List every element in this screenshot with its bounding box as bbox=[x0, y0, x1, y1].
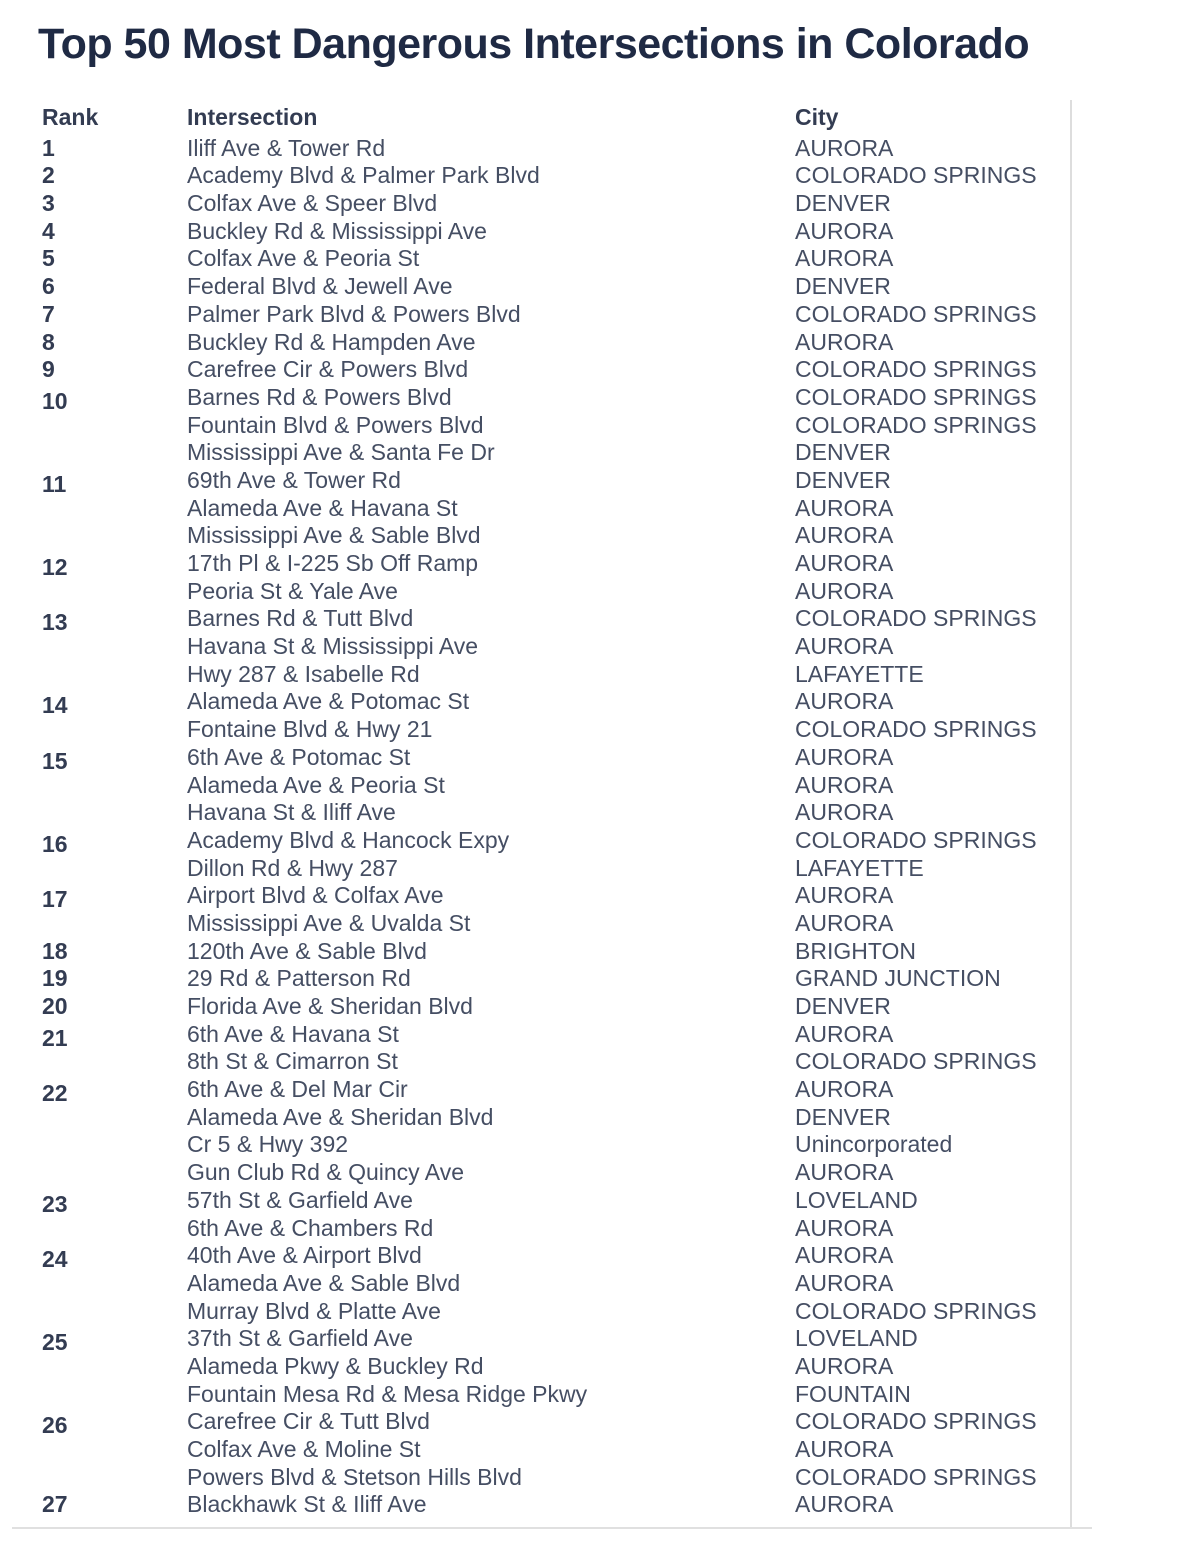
table-row[interactable] bbox=[0, 1464, 1070, 1492]
city-cell: COLORADO SPRINGS bbox=[795, 1048, 1037, 1075]
intersection-cell: Mississippi Ave & Uvalda St bbox=[187, 909, 471, 936]
rank-cell: 3 bbox=[42, 190, 55, 217]
intersection-cell: Buckley Rd & Mississippi Ave bbox=[187, 217, 487, 244]
table-row[interactable] bbox=[0, 716, 1070, 744]
table-row[interactable] bbox=[0, 384, 1070, 412]
city-cell: AURORA bbox=[795, 1076, 894, 1103]
intersection-cell: 29 Rd & Patterson Rd bbox=[187, 965, 411, 992]
city-cell: COLORADO SPRINGS bbox=[795, 826, 1037, 853]
intersection-cell: Dillon Rd & Hwy 287 bbox=[187, 854, 398, 881]
city-cell: DENVER bbox=[795, 466, 891, 493]
table-row[interactable] bbox=[0, 329, 1070, 357]
intersection-cell: Cr 5 & Hwy 392 bbox=[187, 1131, 349, 1158]
table-row[interactable] bbox=[0, 1270, 1070, 1298]
city-cell: AURORA bbox=[795, 1020, 894, 1047]
city-cell: DENVER bbox=[795, 273, 891, 300]
city-cell: COLORADO SPRINGS bbox=[795, 300, 1037, 327]
intersection-cell: Alameda Pkwy & Buckley Rd bbox=[187, 1352, 484, 1379]
table-row[interactable] bbox=[0, 162, 1070, 190]
rank-cell: 20 bbox=[42, 993, 68, 1019]
table-row[interactable] bbox=[0, 1491, 1070, 1519]
rank-cell: 27 bbox=[42, 1491, 68, 1518]
city-cell: COLORADO SPRINGS bbox=[795, 1297, 1037, 1324]
table-bottom-border bbox=[12, 1527, 1092, 1529]
intersection-cell: Buckley Rd & Hampden Ave bbox=[187, 328, 476, 355]
city-cell: AURORA bbox=[795, 1436, 894, 1462]
intersection-cell: Alameda Ave & Sheridan Blvd bbox=[187, 1103, 494, 1130]
rank-cell bbox=[42, 910, 187, 938]
intersection-cell: Carefree Cir & Tutt Blvd bbox=[187, 1408, 430, 1435]
table-row[interactable] bbox=[0, 633, 1070, 661]
column-header-rank: Rank bbox=[42, 104, 99, 130]
intersection-cell: Federal Blvd & Jewell Ave bbox=[187, 273, 453, 300]
table-row[interactable] bbox=[0, 1187, 1070, 1215]
intersection-cell: Colfax Ave & Moline St bbox=[187, 1436, 421, 1462]
intersection-cell: Alameda Ave & Potomac St bbox=[187, 688, 470, 715]
intersection-cell: Hwy 287 & Isabelle Rd bbox=[187, 660, 420, 687]
city-cell: DENVER bbox=[795, 993, 891, 1019]
table-row[interactable] bbox=[0, 439, 1070, 467]
intersection-cell: Academy Blvd & Palmer Park Blvd bbox=[187, 162, 540, 189]
city-cell: BRIGHTON bbox=[795, 937, 916, 964]
table-row[interactable] bbox=[0, 965, 1070, 993]
city-cell: AURORA bbox=[795, 1242, 894, 1269]
city-cell: COLORADO SPRINGS bbox=[795, 1463, 1037, 1490]
table-row[interactable] bbox=[0, 661, 1070, 689]
table-row[interactable] bbox=[0, 1325, 1070, 1356]
city-cell: COLORADO SPRINGS bbox=[795, 383, 1037, 410]
city-cell: COLORADO SPRINGS bbox=[795, 411, 1037, 438]
rank-cell bbox=[42, 522, 187, 550]
city-cell: AURORA bbox=[795, 494, 894, 521]
table-row[interactable] bbox=[0, 855, 1070, 883]
table-row[interactable] bbox=[0, 827, 1070, 855]
table-row[interactable] bbox=[0, 1353, 1070, 1381]
rank-cell bbox=[42, 1131, 187, 1159]
city-cell: AURORA bbox=[795, 688, 894, 715]
table-row[interactable] bbox=[0, 467, 1070, 495]
intersection-cell: Carefree Cir & Powers Blvd bbox=[187, 356, 469, 383]
rank-cell: 14 bbox=[42, 692, 68, 719]
rank-cell: 22 bbox=[42, 1080, 68, 1107]
column-header-intersection: Intersection bbox=[187, 104, 318, 130]
rank-cell: 2 bbox=[42, 162, 55, 189]
rank-cell bbox=[42, 855, 187, 883]
table-row[interactable] bbox=[0, 993, 1070, 1021]
city-cell: COLORADO SPRINGS bbox=[795, 716, 1037, 743]
table-body bbox=[0, 135, 1070, 1519]
city-cell: AURORA bbox=[795, 1269, 894, 1296]
intersection-cell: 8th St & Cimarron St bbox=[187, 1048, 398, 1075]
table-row[interactable] bbox=[0, 578, 1070, 606]
table-header bbox=[0, 104, 1070, 132]
rank-cell bbox=[42, 1048, 187, 1076]
rank-cell bbox=[42, 578, 187, 606]
table-row[interactable] bbox=[0, 412, 1070, 440]
table-row[interactable] bbox=[0, 190, 1070, 218]
city-cell: COLORADO SPRINGS bbox=[795, 1408, 1037, 1435]
rank-cell: 18 bbox=[42, 937, 68, 964]
city-cell: AURORA bbox=[795, 1159, 894, 1186]
city-cell: AURORA bbox=[795, 633, 894, 660]
rank-cell: 26 bbox=[42, 1412, 68, 1439]
table-row[interactable] bbox=[0, 1021, 1070, 1049]
rank-cell bbox=[42, 439, 187, 467]
city-cell: LAFAYETTE bbox=[795, 660, 924, 687]
rank-cell: 13 bbox=[42, 609, 68, 636]
intersection-cell: 57th St & Garfield Ave bbox=[187, 1186, 413, 1213]
intersection-cell: 6th Ave & Del Mar Cir bbox=[187, 1076, 408, 1103]
rank-cell bbox=[42, 1353, 187, 1381]
intersection-cell: Mississippi Ave & Santa Fe Dr bbox=[187, 439, 495, 466]
table-row[interactable] bbox=[0, 1381, 1070, 1409]
intersection-cell: Gun Club Rd & Quincy Ave bbox=[187, 1159, 464, 1186]
rank-cell bbox=[42, 1215, 187, 1243]
rank-cell: 5 bbox=[42, 245, 55, 272]
intersection-cell: Peoria St & Yale Ave bbox=[187, 577, 398, 604]
table-row[interactable] bbox=[0, 910, 1070, 938]
intersection-cell: Colfax Ave & Peoria St bbox=[187, 245, 420, 272]
rank-cell: 12 bbox=[42, 554, 68, 580]
city-cell: AURORA bbox=[795, 1214, 894, 1241]
rank-cell: 8 bbox=[42, 328, 55, 355]
city-cell: AURORA bbox=[795, 522, 894, 549]
intersection-cell: Fontaine Blvd & Hwy 21 bbox=[187, 716, 433, 743]
city-cell: AURORA bbox=[795, 1352, 894, 1379]
table-row[interactable] bbox=[0, 522, 1070, 550]
city-cell: LOVELAND bbox=[795, 1186, 918, 1213]
table-row[interactable] bbox=[0, 1436, 1070, 1464]
rank-cell: 11 bbox=[42, 470, 67, 497]
intersection-cell: Academy Blvd & Hancock Expy bbox=[187, 826, 510, 853]
intersection-cell: Florida Ave & Sheridan Blvd bbox=[187, 993, 473, 1019]
rank-cell bbox=[42, 772, 187, 800]
rank-cell: 10 bbox=[42, 387, 68, 414]
intersections-table bbox=[0, 104, 1070, 1519]
table-row[interactable] bbox=[0, 550, 1070, 578]
rank-cell: 6 bbox=[42, 273, 55, 300]
table-row[interactable] bbox=[0, 135, 1070, 163]
intersection-cell: Iliff Ave & Tower Rd bbox=[187, 134, 386, 161]
intersection-cell: Alameda Ave & Peoria St bbox=[187, 771, 445, 798]
table-row[interactable] bbox=[0, 688, 1070, 719]
intersection-cell: Barnes Rd & Powers Blvd bbox=[187, 383, 452, 410]
rank-cell: 15 bbox=[42, 747, 68, 774]
rank-cell bbox=[42, 799, 187, 827]
city-cell: COLORADO SPRINGS bbox=[795, 605, 1037, 632]
table-row[interactable] bbox=[0, 772, 1070, 800]
intersection-cell: 17th Pl & I-225 Sb Off Ramp bbox=[187, 550, 479, 576]
rank-cell bbox=[42, 1381, 187, 1409]
column-divider bbox=[1070, 100, 1072, 1528]
intersection-cell: Havana St & Iliff Ave bbox=[187, 799, 396, 826]
table-row[interactable] bbox=[0, 1408, 1070, 1439]
rank-cell: 24 bbox=[42, 1246, 68, 1273]
table-row[interactable] bbox=[0, 938, 1070, 966]
table-row[interactable] bbox=[0, 1131, 1070, 1159]
rank-cell bbox=[42, 1298, 187, 1326]
table-row[interactable] bbox=[0, 1076, 1070, 1107]
city-cell: AURORA bbox=[795, 134, 894, 161]
rank-cell bbox=[42, 1464, 187, 1492]
table-row[interactable] bbox=[0, 218, 1070, 246]
table-row[interactable] bbox=[0, 273, 1070, 301]
city-cell: LAFAYETTE bbox=[795, 854, 924, 881]
rank-cell: 4 bbox=[42, 217, 55, 244]
intersection-cell: Alameda Ave & Sable Blvd bbox=[187, 1269, 461, 1296]
intersection-cell: 6th Ave & Potomac St bbox=[187, 743, 411, 770]
intersection-cell: Blackhawk St & Iliff Ave bbox=[187, 1491, 427, 1518]
intersection-cell: Colfax Ave & Speer Blvd bbox=[187, 190, 438, 217]
table-row[interactable] bbox=[0, 1215, 1070, 1243]
city-cell: AURORA bbox=[795, 550, 894, 576]
city-cell: DENVER bbox=[795, 190, 891, 217]
rank-cell: 1 bbox=[42, 134, 55, 161]
city-cell: AURORA bbox=[795, 882, 894, 909]
rank-cell: 25 bbox=[42, 1329, 68, 1356]
page-title: Top 50 Most Dangerous Intersections in Colorado bbox=[38, 20, 1030, 68]
table-row[interactable] bbox=[0, 245, 1070, 273]
rank-cell: 9 bbox=[42, 356, 55, 383]
intersection-cell: Havana St & Mississippi Ave bbox=[187, 633, 479, 660]
city-cell: LOVELAND bbox=[795, 1325, 918, 1352]
intersection-cell: Murray Blvd & Platte Ave bbox=[187, 1297, 441, 1324]
city-cell: Unincorporated bbox=[795, 1131, 953, 1158]
rank-cell: 17 bbox=[42, 886, 68, 913]
intersection-cell: Mississippi Ave & Sable Blvd bbox=[187, 522, 481, 549]
city-cell: AURORA bbox=[795, 217, 894, 244]
city-cell: AURORA bbox=[795, 799, 894, 826]
table-row[interactable] bbox=[0, 1159, 1070, 1187]
city-cell: COLORADO SPRINGS bbox=[795, 356, 1037, 383]
table-row[interactable] bbox=[0, 356, 1070, 384]
intersection-cell: 120th Ave & Sable Blvd bbox=[187, 937, 427, 964]
intersection-cell: Fountain Mesa Rd & Mesa Ridge Pkwy bbox=[187, 1380, 588, 1407]
city-cell: AURORA bbox=[795, 771, 894, 798]
rank-cell bbox=[42, 1104, 187, 1132]
rank-cell: 7 bbox=[42, 300, 55, 327]
intersection-cell: Fountain Blvd & Powers Blvd bbox=[187, 411, 484, 438]
city-cell: AURORA bbox=[795, 577, 894, 604]
rank-cell bbox=[42, 633, 187, 661]
rank-cell bbox=[42, 716, 187, 744]
rank-cell bbox=[42, 661, 187, 689]
intersection-cell: Palmer Park Blvd & Powers Blvd bbox=[187, 300, 521, 327]
table-row[interactable] bbox=[0, 1104, 1070, 1132]
rank-cell: 23 bbox=[42, 1190, 68, 1217]
table-row[interactable] bbox=[0, 301, 1070, 329]
rank-cell: 16 bbox=[42, 830, 68, 857]
city-cell: AURORA bbox=[795, 743, 894, 770]
intersection-cell: Powers Blvd & Stetson Hills Blvd bbox=[187, 1463, 522, 1490]
city-cell: COLORADO SPRINGS bbox=[795, 162, 1037, 189]
column-header-city: City bbox=[795, 104, 839, 130]
rank-cell: 21 bbox=[42, 1024, 68, 1051]
city-cell: AURORA bbox=[795, 245, 894, 272]
city-cell: GRAND JUNCTION bbox=[795, 965, 1001, 992]
table-row[interactable] bbox=[0, 744, 1070, 772]
intersection-cell: 6th Ave & Havana St bbox=[187, 1020, 399, 1047]
city-cell: AURORA bbox=[795, 1491, 894, 1518]
table-row[interactable] bbox=[0, 1242, 1070, 1273]
city-cell: AURORA bbox=[795, 328, 894, 355]
intersection-cell: Airport Blvd & Colfax Ave bbox=[187, 882, 444, 909]
city-cell: FOUNTAIN bbox=[795, 1380, 911, 1407]
table-row[interactable] bbox=[0, 799, 1070, 827]
intersection-cell: 69th Ave & Tower Rd bbox=[187, 466, 401, 493]
table-row[interactable] bbox=[0, 1298, 1070, 1326]
city-cell: DENVER bbox=[795, 439, 891, 466]
city-cell: AURORA bbox=[795, 909, 894, 936]
intersection-cell: 37th St & Garfield Ave bbox=[187, 1325, 413, 1352]
table-row[interactable] bbox=[0, 1048, 1070, 1076]
table-row[interactable] bbox=[0, 605, 1070, 636]
rank-cell bbox=[42, 495, 187, 523]
intersection-cell: 40th Ave & Airport Blvd bbox=[187, 1242, 422, 1269]
intersection-cell: 6th Ave & Chambers Rd bbox=[187, 1214, 434, 1241]
city-cell: DENVER bbox=[795, 1103, 891, 1130]
rank-cell bbox=[42, 1436, 187, 1464]
rank-cell bbox=[42, 412, 187, 440]
intersection-cell: Alameda Ave & Havana St bbox=[187, 494, 458, 521]
intersection-cell: Barnes Rd & Tutt Blvd bbox=[187, 605, 414, 632]
rank-cell: 19 bbox=[42, 965, 68, 992]
table-row[interactable] bbox=[0, 882, 1070, 913]
rank-cell bbox=[42, 1159, 187, 1187]
table-row[interactable] bbox=[0, 495, 1070, 523]
rank-cell bbox=[42, 1270, 187, 1298]
